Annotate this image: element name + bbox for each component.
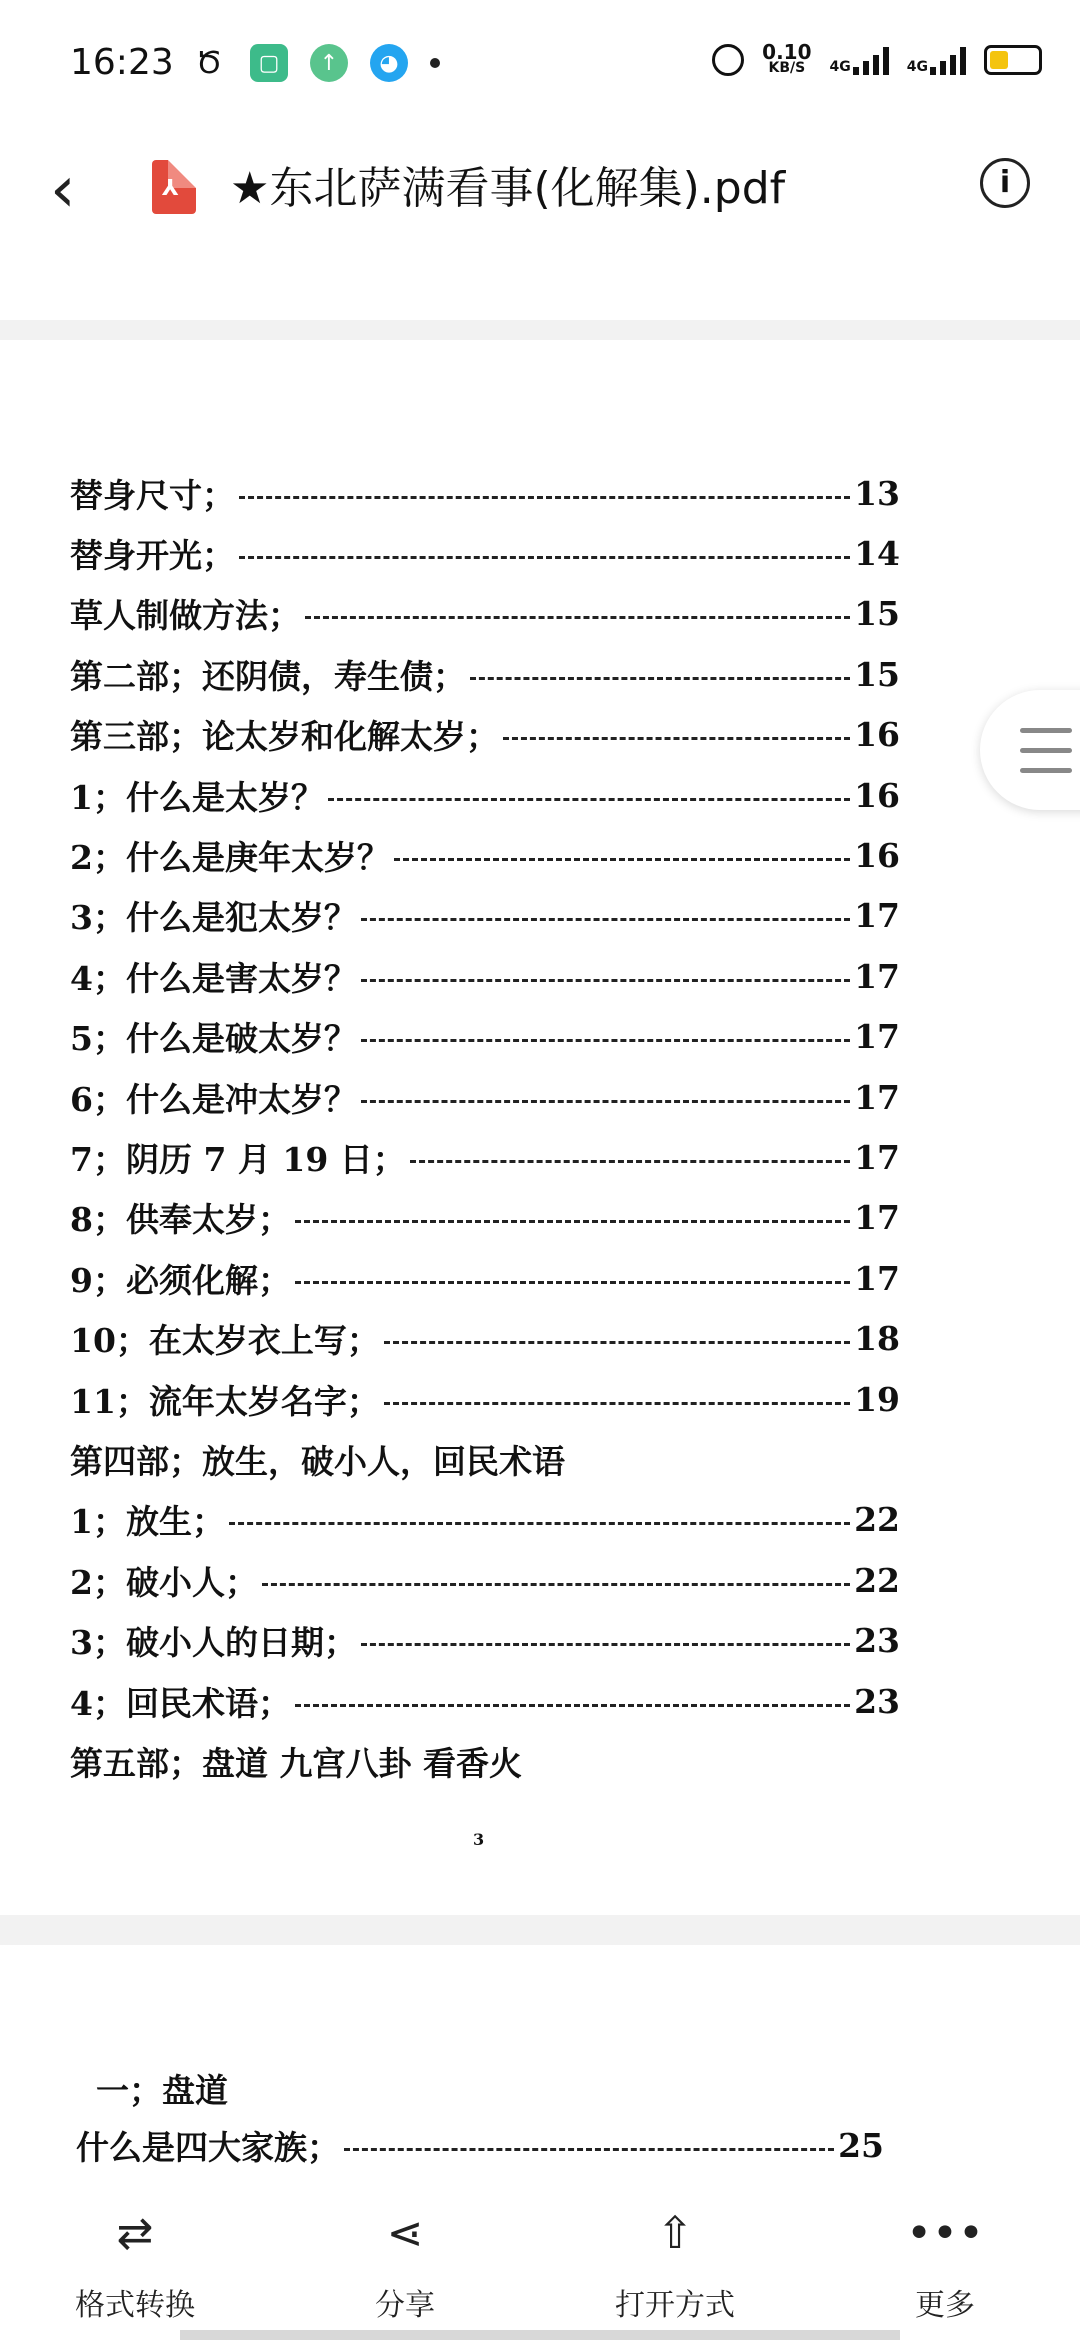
dotted-leader — [384, 1341, 850, 1344]
dotted-leader — [503, 737, 850, 740]
pdf-page-3[interactable] — [0, 340, 1080, 1915]
network-speed: 0.10 KB/S — [762, 40, 812, 76]
home-indicator[interactable] — [180, 2330, 900, 2340]
dotted-leader — [295, 1220, 850, 1223]
dotted-leader — [361, 918, 850, 921]
signal-2: 4G — [907, 45, 966, 75]
qq-icon: ◕ — [370, 44, 408, 82]
open-with-icon: ⇧ — [656, 2208, 694, 2259]
dotted-leader — [328, 798, 850, 801]
scroll-handle-menu-icon[interactable] — [980, 690, 1080, 810]
toc-line: 替身尺寸； 13 — [70, 473, 900, 515]
toc-line: 第五部；盘道 九宫八卦 看香火 — [70, 1743, 522, 1783]
toc-line: 什么是四大家族； 25 — [76, 2125, 884, 2167]
dotted-leader — [295, 1704, 850, 1707]
toc-line: 10；在太岁衣上写； 18 — [70, 1319, 900, 1361]
notification-icons — [190, 44, 440, 82]
dotted-leader — [229, 1522, 850, 1525]
dotted-leader — [470, 677, 850, 680]
toc-line: 第四部；放生，破小人，回民术语 — [70, 1441, 565, 1481]
toc-line: 2；什么是庚年太岁？ 16 — [70, 835, 900, 877]
share-button[interactable]: ⋖ 分享 — [305, 2206, 505, 2324]
dotted-leader — [361, 979, 850, 982]
app-notification-icon: ▢ — [250, 44, 288, 82]
toc-line: 5；什么是破太岁？ 17 — [70, 1017, 900, 1059]
toc-line: 1；放生； 22 — [70, 1500, 900, 1542]
toc-line: 草人制做方法； 15 — [70, 594, 900, 636]
toc-line: 4；什么是害太岁？ 17 — [70, 956, 900, 998]
toc-line: 4；回民术语； 23 — [70, 1681, 900, 1723]
dotted-leader — [361, 1039, 850, 1042]
toc-line: 6；什么是冲太岁？ 17 — [70, 1077, 900, 1119]
back-arrow-icon[interactable]: ‹ — [50, 153, 76, 227]
dotted-leader — [344, 2148, 834, 2151]
toc-line: 3；破小人的日期； 23 — [70, 1621, 900, 1663]
document-title: ★东北萨满看事(化解集).pdf — [230, 163, 786, 214]
dotted-leader — [410, 1160, 850, 1163]
signal-1: 4G — [830, 45, 889, 75]
toc-line: 2；破小人； 22 — [70, 1560, 900, 1602]
toc-line: 9；必须化解； 17 — [70, 1258, 900, 1300]
status-time: 16:23 — [70, 42, 174, 83]
dotted-leader — [384, 1402, 850, 1405]
viewer-header — [0, 130, 1080, 320]
dotted-leader — [239, 556, 850, 559]
more-notifications-dot — [430, 58, 440, 68]
battery-icon — [984, 45, 1042, 75]
toc-line: 8；供奉太岁； 17 — [70, 1198, 900, 1240]
dotted-leader — [361, 1643, 850, 1646]
toc-line: 7；阴历 7 月 19 日； 17 — [70, 1137, 900, 1179]
dotted-leader — [361, 1100, 850, 1103]
alarm-clock-icon — [712, 44, 744, 76]
toc-line: 第三部；论太岁和化解太岁； 16 — [70, 715, 900, 757]
signal-bars-icon — [853, 45, 889, 75]
more-button[interactable]: ••• 更多 — [845, 2206, 1045, 2324]
toc-line: 第二部；还阴债，寿生债； 15 — [70, 654, 900, 696]
status-bar — [0, 0, 1080, 130]
system-status — [712, 40, 1042, 76]
alarm-app-icon: Ծ — [196, 45, 222, 81]
dotted-leader — [239, 496, 850, 499]
toc-line: 替身开光； 14 — [70, 533, 900, 575]
signal-bars-icon — [930, 45, 966, 75]
upload-notification-icon: ↑ — [310, 44, 348, 82]
page-number: 3 — [473, 1830, 485, 1849]
dotted-leader — [295, 1281, 850, 1284]
share-icon: ⋖ — [386, 2208, 424, 2259]
open-with-button[interactable]: ⇧ 打开方式 — [575, 2206, 775, 2324]
dotted-leader — [305, 616, 850, 619]
more-icon: ••• — [906, 2208, 984, 2259]
toc-line: 3；什么是犯太岁？ 17 — [70, 896, 900, 938]
format-convert-button[interactable]: ⇄ 格式转换 — [35, 2206, 235, 2324]
bottom-toolbar — [0, 2180, 1080, 2340]
toc-line: 11；流年太岁名字； 19 — [70, 1379, 900, 1421]
format-convert-icon: ⇄ — [116, 2208, 154, 2259]
pdf-page-4[interactable] — [0, 1945, 1080, 2180]
info-icon[interactable]: i — [980, 158, 1030, 208]
dotted-leader — [394, 858, 850, 861]
pdf-file-icon: ⅄ — [152, 160, 196, 214]
toc-line: 1；什么是太岁？ 16 — [70, 775, 900, 817]
dotted-leader — [262, 1583, 850, 1586]
section-heading: 一；盘道 — [96, 2071, 228, 2110]
